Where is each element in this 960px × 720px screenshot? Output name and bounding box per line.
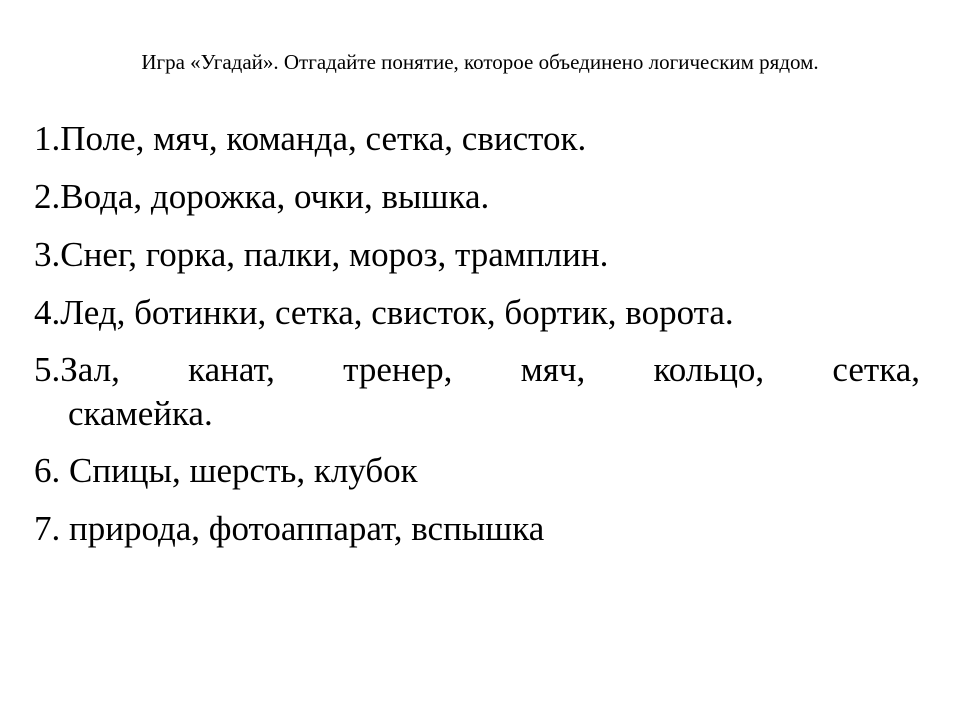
riddle-item-5 <box>34 348 920 436</box>
riddle-item-7: 7. природа, фотоаппарат, вспышка <box>34 509 545 548</box>
riddle-list <box>34 116 920 564</box>
riddle-item-5-line-2: скамейка. <box>68 394 213 433</box>
riddle-item-3: 3.Снег, горка, палки, мороз, трамплин. <box>34 235 609 274</box>
riddle-item-4: 4.Лед, ботинки, сетка, свисток, бортик, ворота. <box>34 293 734 332</box>
riddle-item-2: 2.Вода, дорожка, очки, вышка. <box>34 177 490 216</box>
slide-title: Игра «Угадай». Отгадайте понятие, которое объединено логическим рядом. <box>141 50 819 74</box>
riddle-item-5-line-1: 5.Зал, канат, тренер, мяч, кольцо, сетка, <box>34 350 920 389</box>
riddle-item-6: 6. Спицы, шерсть, клубок <box>34 451 418 490</box>
riddle-item-1: 1.Поле, мяч, команда, сетка, свисток. <box>34 119 587 158</box>
